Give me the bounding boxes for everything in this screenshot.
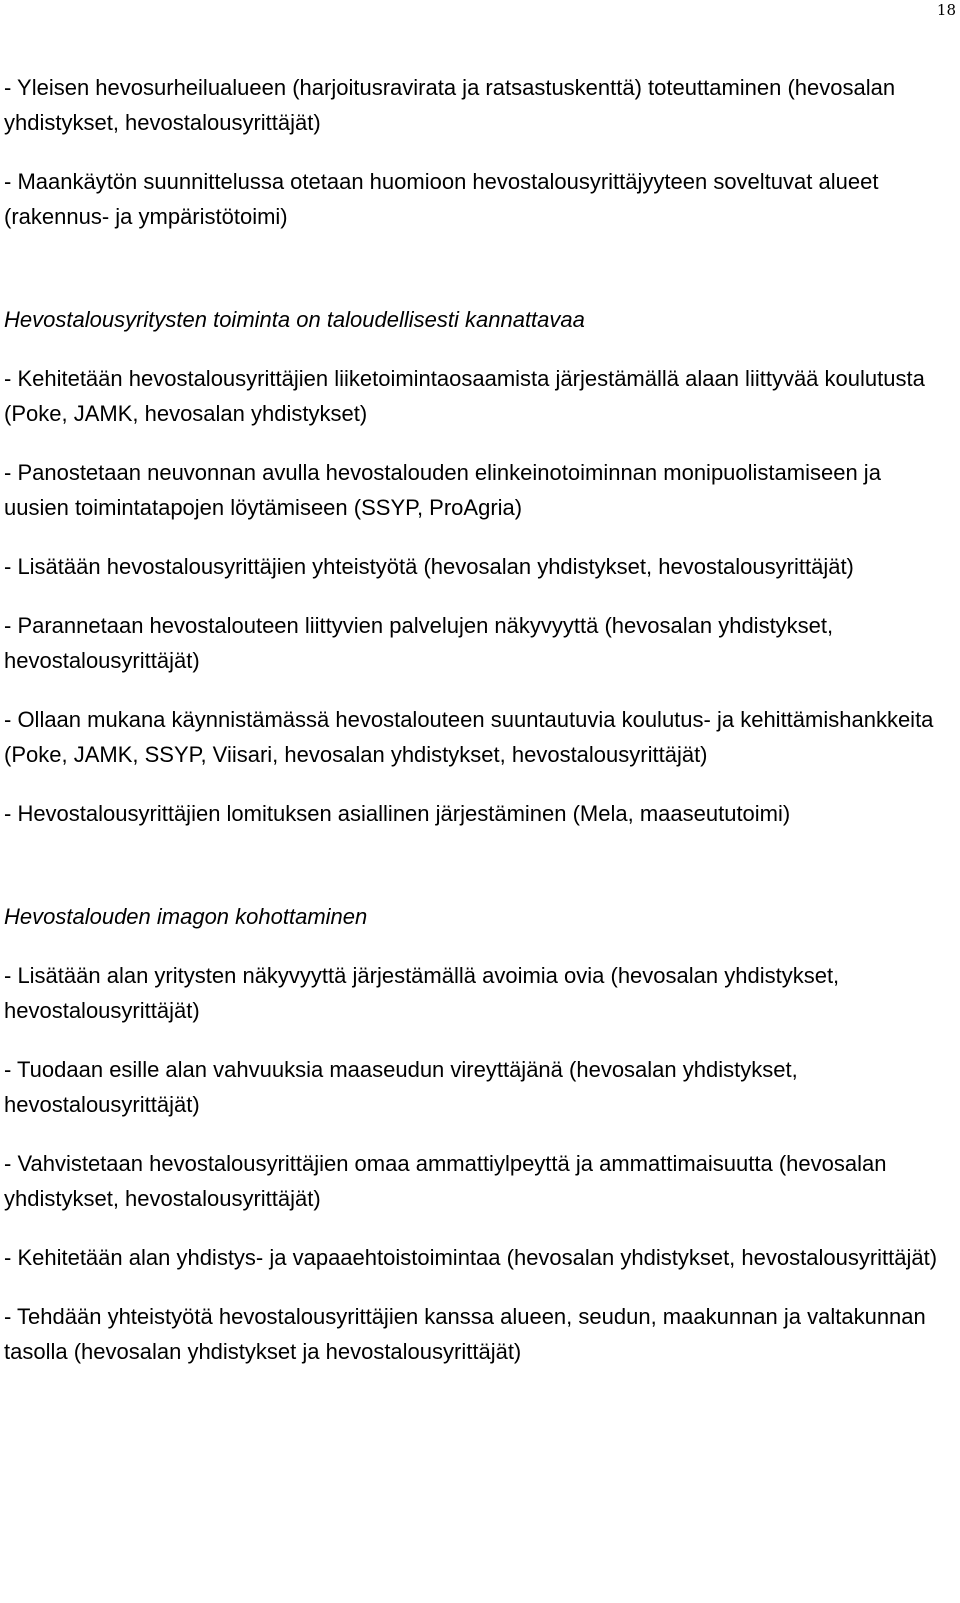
section-heading-imago: Hevostalouden imagon kohottaminen: [4, 904, 368, 929]
section-heading-kannattavuus: Hevostalousyritysten toiminta on taloudellisesti kannattavaa: [4, 307, 585, 332]
list-item: - Vahvistetaan hevostalousyrittäjien omaa ammattiylpeyttä ja ammattimaisuutta (hevosalan yhdistykset, hevostalousyrittäjät): [4, 1151, 887, 1211]
page-number: 18: [936, 1, 956, 19]
paragraph-maankaytto: - Maankäytön suunnittelussa otetaan huomioon hevostalousyrittäjyyteen soveltuvat alueet (rakennus- ja ympäristötoimi): [4, 169, 879, 229]
list-item: - Kehitetään alan yhdistys- ja vapaaehtoistoimintaa (hevosalan yhdistykset, hevostalousyrittäjät): [4, 1245, 938, 1270]
list-item: - Tehdään yhteistyötä hevostalousyrittäjien kanssa alueen, seudun, maakunnan ja valtakunnan tasolla (hevosalan yhdistykset ja hevostalousyrittäjät): [4, 1304, 926, 1364]
list-item: - Parannetaan hevostalouteen liittyvien palvelujen näkyvyyttä (hevosalan yhdistykset, hevostalousyrittäjät): [4, 613, 834, 673]
document-body: [4, 70, 949, 1393]
list-item: - Ollaan mukana käynnistämässä hevostalouteen suuntautuvia koulutus- ja kehittämishankkeita (Poke, JAMK, SSYP, Viisari, hevosalan yhdistykset, hevostalousyrittäjät): [4, 707, 934, 767]
list-item: - Panostetaan neuvonnan avulla hevostalouden elinkeinotoiminnan monipuolistamiseen ja uusien toimintatapojen löytämiseen (SSYP, ProAgria): [4, 460, 881, 520]
paragraph-harjoitusravirata: - Yleisen hevosurheilualueen (harjoitusravirata ja ratsastuskenttä) toteuttaminen (hevosalan yhdistykset, hevostalousyrittäjät): [4, 75, 896, 135]
list-item: - Lisätään hevostalousyrittäjien yhteistyötä (hevosalan yhdistykset, hevostalousyrittäjät): [4, 554, 854, 579]
list-item: - Hevostalousyrittäjien lomituksen asiallinen järjestäminen (Mela, maaseututoimi): [4, 801, 791, 826]
list-item: - Tuodaan esille alan vahvuuksia maaseudun vireyttäjänä (hevosalan yhdistykset, hevostalousyrittäjät): [4, 1057, 798, 1117]
list-item: - Kehitetään hevostalousyrittäjien liiketoimintaosaamista järjestämällä alaan liittyvää koulutusta (Poke, JAMK, hevosalan yhdistykset): [4, 366, 925, 426]
list-item: - Lisätään alan yritysten näkyvyyttä järjestämällä avoimia ovia (hevosalan yhdistykset, hevostalousyrittäjät): [4, 963, 840, 1023]
